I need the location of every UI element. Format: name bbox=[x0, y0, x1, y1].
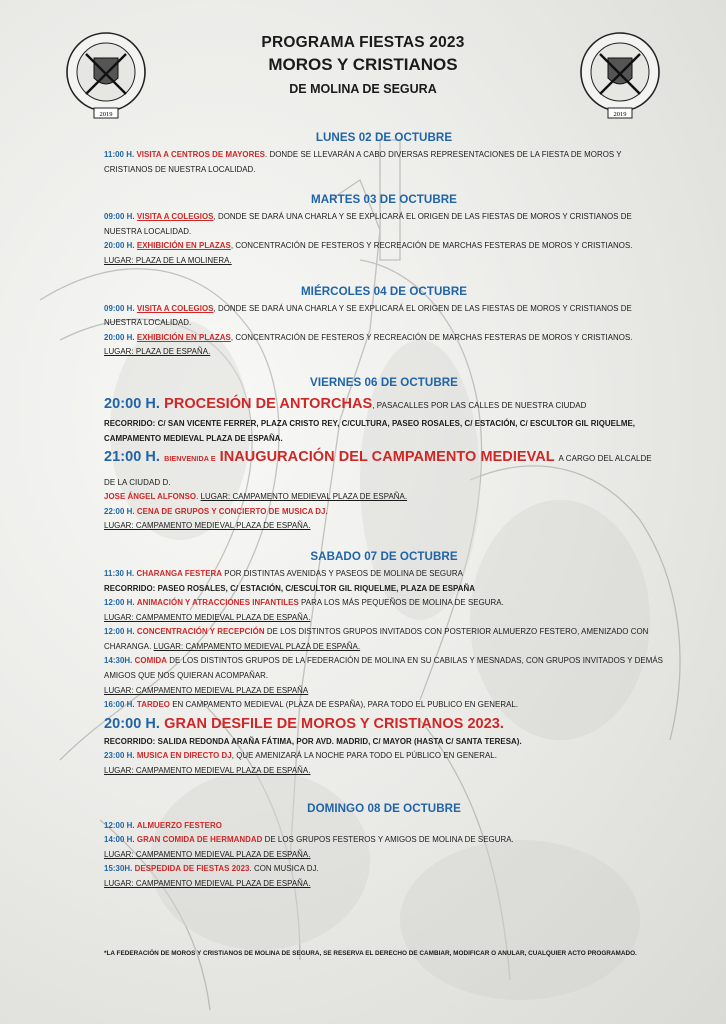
event-martes-1 bbox=[104, 210, 664, 239]
event-description: , CONCENTRACIÓN DE FESTEROS Y RECREACIÓN DE MARCHAS FESTERAS DE MOROS Y CRISTIANOS. bbox=[230, 241, 633, 251]
event-sabado-2 bbox=[104, 596, 664, 611]
day-heading-domingo: DOMINGO 08 DE OCTUBRE bbox=[307, 801, 461, 815]
event-time: 11:30 H. bbox=[104, 568, 135, 578]
event-activity: CENA DE GRUPOS Y CONCIERTO DE MUSICA DJ. bbox=[136, 506, 328, 516]
event-activity: DESPEDIDA DE FIESTAS 2023 bbox=[134, 864, 250, 874]
event-activity: ALMUERZO FESTERO bbox=[136, 820, 222, 830]
emblem-year: 2019 bbox=[613, 111, 627, 118]
event-time: 20:00 H. bbox=[104, 715, 161, 732]
event-time: 20:00 H. bbox=[104, 395, 161, 412]
event-route: RECORRIDO: C/ SAN VICENTE FERRER, PLAZA CRISTO REY, C/CULTURA, PASEO ROSALES, C/ ESTACIÓN, C/ ESCULTOR GIL RIQUELME, CAMPAMENTO MEDIEVAL PLAZA DE ESPAÑA. bbox=[104, 418, 635, 443]
event-sabado-5 bbox=[104, 698, 664, 713]
event-activity: VISITA A COLEGIOS bbox=[136, 212, 214, 222]
day-heading-miercoles: MIÉRCOLES 04 DE OCTUBRE bbox=[300, 284, 468, 298]
event-place: LUGAR: PLAZA DE ESPAÑA. bbox=[104, 347, 211, 357]
event-time: 22:00 H. bbox=[104, 506, 135, 516]
event-time: 09:00 H. bbox=[104, 303, 135, 313]
event-place: LUGAR: CAMPAMENTO MEDIEVAL PLAZA DE ESPAÑA. bbox=[153, 641, 361, 651]
event-time: 20:00 H. bbox=[104, 332, 135, 342]
event-time: 12:00 H. bbox=[104, 820, 135, 830]
event-viernes-2 bbox=[104, 446, 664, 494]
event-description: DE LOS DISTINTOS GRUPOS INVITADOS CON POSTERIOR ALMUERZO FESTERO, AMENIZADO CON CHARANGA. bbox=[104, 627, 649, 651]
event-activity: GRAN DESFILE DE MOROS Y CRISTIANOS 2023. bbox=[164, 715, 504, 732]
event-description: , CONCENTRACIÓN DE FESTEROS Y RECREACIÓN DE MARCHAS FESTERAS DE MOROS Y CRISTIANOS. bbox=[230, 332, 633, 342]
event-viernes-1 bbox=[104, 393, 664, 417]
event-activity: VISITA A CENTROS DE MAYORES bbox=[136, 150, 265, 159]
day-heading-lunes: LUNES 02 DE OCTUBRE bbox=[315, 131, 453, 144]
event-time: 16:00 H. bbox=[104, 700, 135, 710]
event-activity: PROCESIÓN DE ANTORCHAS bbox=[164, 395, 373, 412]
event-activity: ANIMACIÓN Y ATRACCIONES INFANTILES bbox=[136, 598, 299, 608]
event-viernes-2-cont: JOSE ÁNGEL ALFONSO. LUGAR: CAMPAMENTO MEDIEVAL PLAZA DE ESPAÑA. bbox=[104, 492, 408, 502]
day-heading-martes: MARTES 03 DE OCTUBRE bbox=[311, 193, 457, 207]
event-activity: INAUGURACIÓN DEL CAMPAMENTO MEDIEVAL bbox=[219, 449, 555, 466]
event-place: LUGAR: CAMPAMENTO MEDIEVAL PLAZA DE ESPAÑA. bbox=[104, 612, 311, 622]
event-description: , DONDE SE DARÁ UNA CHARLA Y SE EXPLICARÁ EL ORIGEN DE LAS FIESTAS DE MOROS Y CRISTIANOS DE NUESTRA LOCALIDAD. bbox=[104, 303, 632, 328]
event-person: JOSE ÁNGEL ALFONSO bbox=[104, 492, 197, 502]
event-viernes-3 bbox=[104, 505, 664, 520]
event-description: , DONDE SE DARÁ UNA CHARLA Y SE EXPLICARÁ EL ORIGEN DE LAS FIESTAS DE MOROS Y CRISTIANOS DE NUESTRA LOCALIDAD. bbox=[104, 212, 632, 236]
event-sabado-6 bbox=[104, 713, 664, 735]
event-activity: MUSICA EN DIRECTO DJ bbox=[136, 751, 232, 761]
event-domingo-2 bbox=[104, 833, 664, 848]
event-place: LUGAR: CAMPAMENTO MEDIEVAL PLAZA DE ESPAÑA. bbox=[104, 521, 311, 531]
program-location: DE MOLINA DE SEGURA bbox=[289, 82, 437, 96]
event-domingo-3 bbox=[104, 862, 664, 877]
event-description: . DONDE SE LLEVARÁN A CABO DIVERSAS REPRESENTACIONES DE LA FIESTA DE MOROS Y CRISTIANOS DE NUESTRA LOCALIDAD. bbox=[104, 150, 622, 174]
event-place: LUGAR: CAMPAMENTO MEDIEVAL PLAZA DE ESPAÑA. bbox=[104, 879, 311, 888]
event-description: EN CAMPAMENTO MEDIEVAL (PLAZA DE ESPAÑA), PARA TODO EL PUBLICO EN GENERAL. bbox=[172, 700, 519, 710]
event-time: 21:00 H. bbox=[104, 449, 161, 466]
event-time: 15:30H. bbox=[104, 864, 133, 874]
event-activity: EXHIBICIÓN EN PLAZAS bbox=[136, 332, 231, 342]
event-activity: CHARANGA FESTERA bbox=[136, 568, 223, 578]
event-pre: BIENVENIDA E bbox=[164, 454, 216, 464]
event-domingo-1 bbox=[104, 819, 664, 834]
event-place: LUGAR: PLAZA DE LA MOLINERA. bbox=[104, 255, 232, 265]
event-miercoles-1 bbox=[104, 302, 664, 331]
event-description: A CARGO DEL ALCALDE DE LA CIUDAD D. bbox=[104, 454, 652, 488]
event-description: , QUE AMENIZARÁ LA NOCHE PARA TODO EL PÚBLICO EN GENERAL. bbox=[231, 751, 497, 761]
event-sabado-4 bbox=[104, 654, 664, 683]
event-martes-2 bbox=[104, 239, 664, 268]
event-place: LUGAR: CAMPAMENTO MEDIEVAL PLAZA DE ESPAÑA. bbox=[104, 766, 311, 776]
event-lunes-1 bbox=[104, 148, 664, 177]
emblem-year: 2019 bbox=[99, 111, 113, 118]
event-activity: VISITA A COLEGIOS bbox=[136, 303, 214, 313]
event-activity: EXHIBICIÓN EN PLAZAS bbox=[136, 241, 231, 251]
event-description: DE LOS DISTINTOS GRUPOS DE LA FEDERACIÓN DE MOLINA EN SU CABILAS Y MESNADAS, CON GRUPOS INVITADOS Y DEMÁS AMIGOS QUE NOS QUIERAN ACOMPAÑAR. bbox=[104, 656, 663, 681]
event-route: RECORRIDO: SALIDA REDONDA ARAÑA FÁTIMA, POR AVD. MADRID, C/ MAYOR (HASTA C/ SANTA TERESA). bbox=[104, 736, 522, 746]
day-heading-sabado: SABADO 07 DE OCTUBRE bbox=[310, 549, 458, 563]
event-sabado-7 bbox=[104, 749, 664, 764]
event-place: LUGAR: CAMPAMENTO MEDIEVAL PLAZA DE ESPAÑA. bbox=[200, 492, 408, 502]
event-time: 20:00 H. bbox=[104, 241, 135, 251]
event-activity: COMIDA bbox=[134, 656, 167, 666]
program-subtitle: MOROS Y CRISTIANOS bbox=[268, 55, 458, 74]
program-title: PROGRAMA FIESTAS 2023 bbox=[261, 34, 465, 51]
day-heading-viernes: VIERNES 06 DE OCTUBRE bbox=[310, 375, 458, 389]
event-place: LUGAR: CAMPAMENTO MEDIEVAL PLAZA DE ESPAÑA bbox=[104, 685, 309, 695]
event-route: RECORRIDO: PASEO ROSALES, C/ ESTACIÓN, C/ESCULTOR GIL RIQUELME, PLAZA DE ESPAÑA bbox=[104, 583, 476, 593]
event-sabado-3 bbox=[104, 625, 664, 654]
event-activity: TARDEO bbox=[136, 700, 170, 710]
program-content bbox=[104, 130, 664, 892]
event-time: 09:00 H. bbox=[104, 212, 135, 222]
event-description: , PASACALLES POR LAS CALLES DE NUESTRA CIUDAD bbox=[372, 400, 587, 410]
event-place: LUGAR: CAMPAMENTO MEDIEVAL PLAZA DE ESPAÑA. bbox=[104, 849, 311, 859]
event-miercoles-2 bbox=[104, 331, 664, 360]
event-description: PARA LOS MÁS PEQUEÑOS DE MOLINA DE SEGURA. bbox=[301, 598, 504, 608]
event-activity: CONCENTRACIÓN Y RECEPCIÓN bbox=[136, 627, 265, 637]
event-description: DE LOS GRUPOS FESTEROS Y AMIGOS DE MOLINA DE SEGURA. bbox=[264, 835, 514, 845]
event-time: 12:00 H. bbox=[104, 598, 135, 608]
event-time: 23:00 H. bbox=[104, 751, 135, 761]
event-time: 11:00 H. bbox=[104, 150, 135, 159]
footnote: *LA FEDERACIÓN DE MOROS Y CRISTIANOS DE MOLINA DE SEGURA, SE RESERVA EL DERECHO DE CAMBIAR, MODIFICAR O ANULAR, CUALQUIER ACTO PROGRAMADO. bbox=[104, 950, 637, 957]
event-description: . CON MUSICA DJ. bbox=[249, 864, 319, 874]
event-description: POR DISTINTAS AVENIDAS Y PASEOS DE MOLINA DE SEGURA bbox=[224, 568, 463, 578]
event-time: 12:00 H. bbox=[104, 627, 135, 637]
event-time: 14:30H. bbox=[104, 656, 133, 666]
event-time: 14:00 H. bbox=[104, 835, 135, 845]
event-sabado-1 bbox=[104, 567, 664, 582]
event-activity: GRAN COMIDA DE HERMANDAD bbox=[136, 835, 263, 845]
